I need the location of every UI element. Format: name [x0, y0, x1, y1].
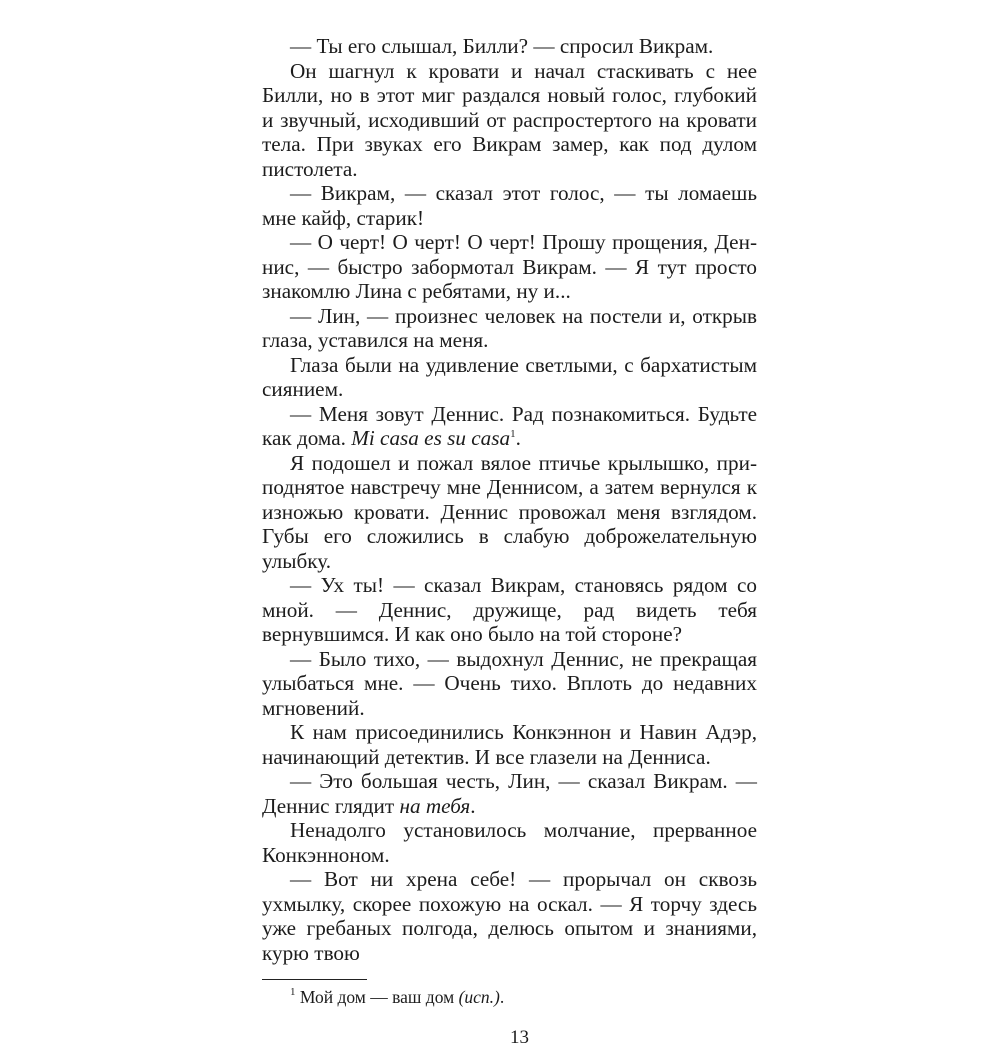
paragraph-14: — Вот ни хрена себе! — прорычал он сквозь ухмылку, скорее похожую на оскал. — Я торчу здесь уже гребаных полгода, делюсь опытом и знаниями, курю твою [262, 867, 757, 965]
footnote-language-note: (исп.) [458, 987, 500, 1007]
footnote-divider [262, 979, 367, 980]
paragraph-9: — Ух ты! — сказал Викрам, становясь рядом со мной. — Деннис, дружище, рад видеть тебя вернувшимся. И как оно было на той стороне? [262, 573, 757, 646]
page-number: 13 [510, 1027, 529, 1048]
paragraph-7 [262, 402, 757, 451]
paragraph-11: К нам присоединились Конкэннон и Навин Адэр, начинающий детектив. И все глазели на Денниса. [262, 720, 757, 769]
italic-phrase: на тебя [399, 793, 471, 818]
paragraph-12 [262, 769, 757, 818]
paragraph-13: Ненадолго установилось молчание, прерванное Конкэнноном. [262, 818, 757, 867]
paragraph-6: Глаза были на удивление светлыми, с бархатистым сиянием. [262, 352, 757, 401]
footnote [262, 987, 757, 1007]
footnote-text: Мой дом — ваш дом [299, 987, 459, 1007]
paragraph-2: Он шагнул к кровати и начал стаскивать с нее Билли, но в этот миг раздался новый голос, глубокий и звучный, исходивший от распростертого на кровати тела. При звуках его Викрам замер, как под дулом пистолета. [262, 58, 757, 181]
paragraph-12-text: — Это большая честь, Лин, — сказал Викрам. — Деннис глядит [262, 769, 757, 818]
paragraph-8: Я подошел и пожал вялое птичье крылышко, приподнятое навстречу мне Деннисом, а затем вернулся к изножью кровати. Деннис провожал меня взглядом. Губы его сложились в слабую доброжелательную улыбку. [262, 450, 757, 573]
footnote-reference[interactable]: 1 [510, 428, 516, 440]
book-page [262, 0, 757, 1049]
paragraph-10: — Было тихо, — выдохнул Деннис, не прекращая улыбаться мне. — Очень тихо. Вплоть до недавних мгновений. [262, 646, 757, 720]
paragraph-7-text: — Меня зовут Деннис. Рад познакомиться. Будьте как дома. [262, 401, 757, 450]
page-body [262, 34, 757, 965]
footnote-marker: 1 [290, 986, 296, 998]
footnote-end: . [499, 987, 505, 1007]
italic-phrase: Mi casa es su casa [351, 426, 511, 450]
paragraph-7-end: . [515, 426, 521, 450]
paragraph-3: — Викрам, — сказал этот голос, — ты ломаешь мне кайф, старик! [262, 181, 757, 230]
paragraph-1: — Ты его слышал, Билли? — спросил Викрам. [290, 34, 714, 58]
paragraph-4: — О черт! О черт! О черт! Прошу прощения, Деннис, — быстро забормотал Викрам. — Я тут просто знакомлю Лина с ребятами, ну и... [262, 230, 757, 303]
paragraph-12-end: . [470, 793, 476, 818]
paragraph-5: — Лин, — произнес человек на постели и, открыв глаза, уставился на меня. [262, 303, 757, 352]
